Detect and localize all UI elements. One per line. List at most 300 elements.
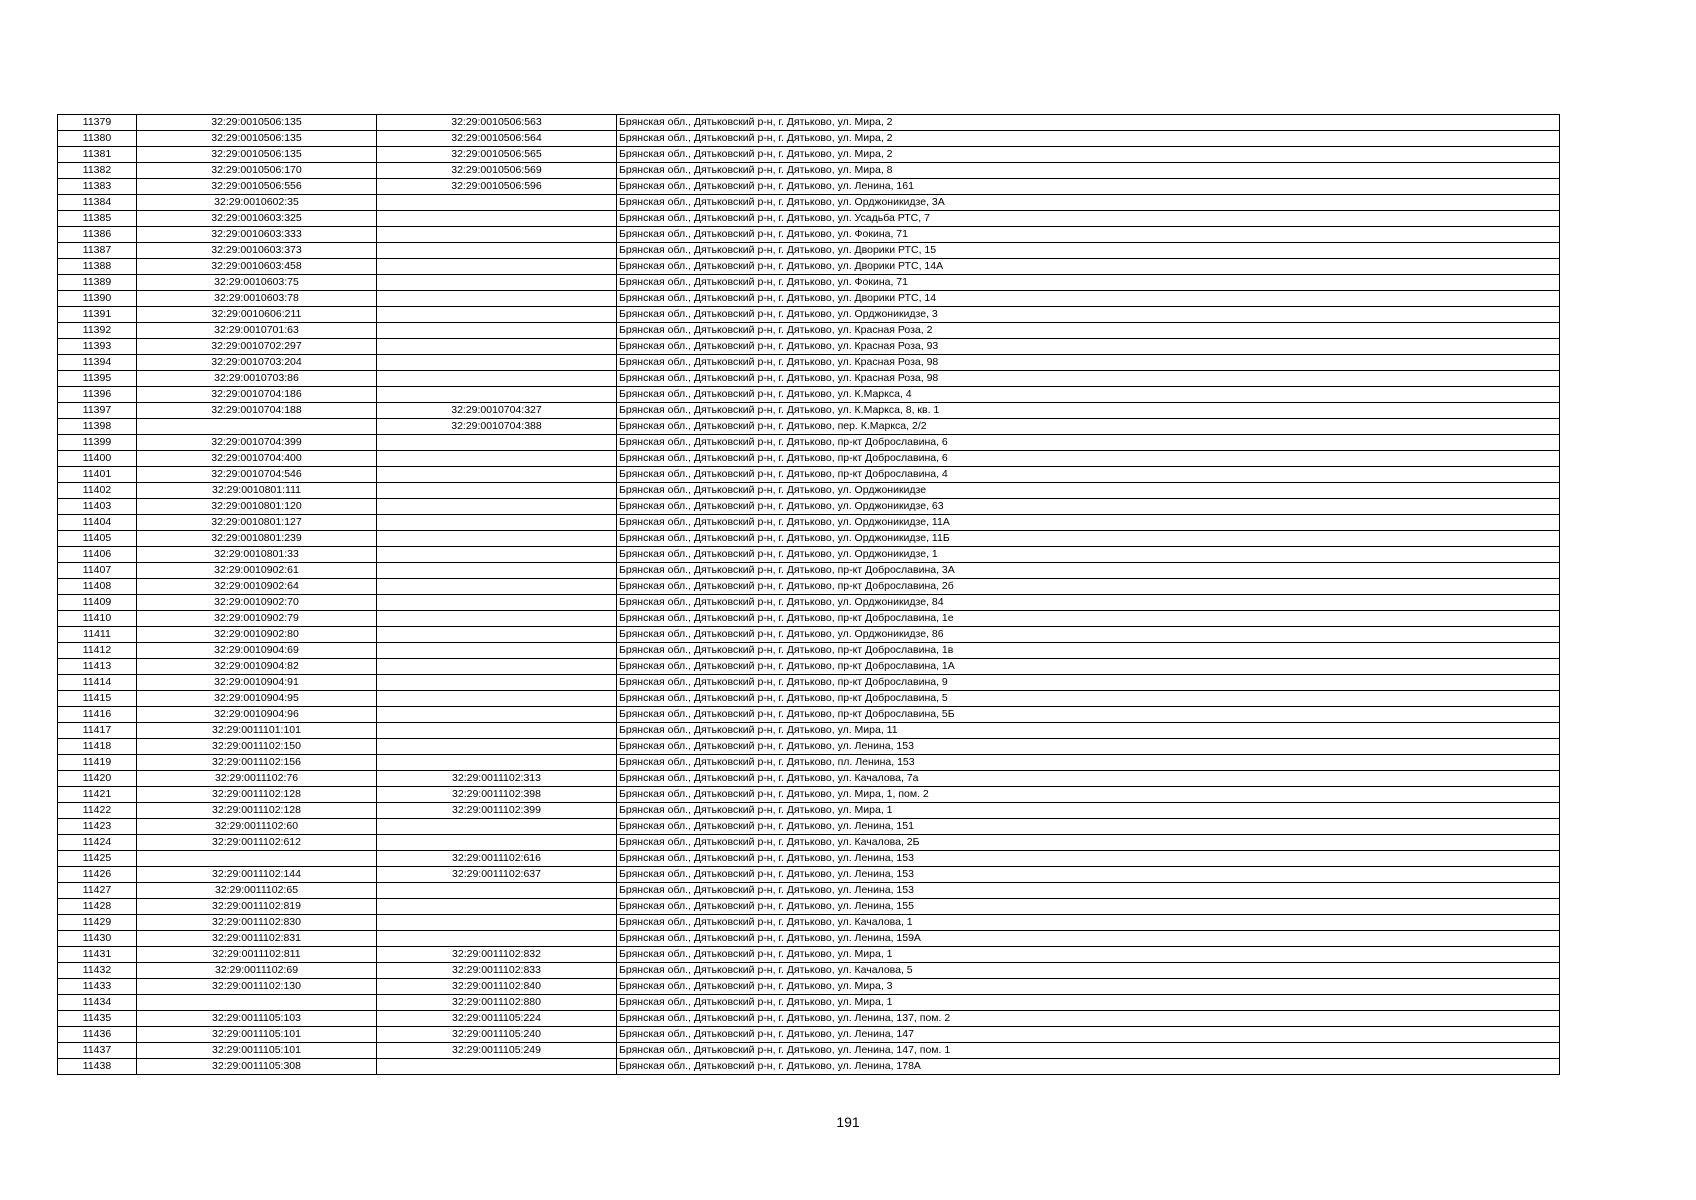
row-number-cell: 11393 — [58, 339, 137, 355]
row-number-cell: 11417 — [58, 723, 137, 739]
table-row — [58, 1027, 1560, 1043]
address-cell: Брянская обл., Дятьковский р-н, г. Дятьково, ул. Качалова, 7а — [617, 771, 1560, 787]
cadastral-number-cell: 32:29:0010801:127 — [137, 515, 377, 531]
address-cell: Брянская обл., Дятьковский р-н, г. Дятьково, ул. Орджоникидзе, 3 — [617, 307, 1560, 323]
object-cadastral-number-cell — [377, 467, 617, 483]
row-number-cell: 11394 — [58, 355, 137, 371]
object-cadastral-number-cell: 32:29:0011102:840 — [377, 979, 617, 995]
row-number-cell: 11414 — [58, 675, 137, 691]
table-row — [58, 547, 1560, 563]
object-cadastral-number-cell — [377, 723, 617, 739]
cadastral-number-cell: 32:29:0010704:186 — [137, 387, 377, 403]
table-row — [58, 1059, 1560, 1075]
cadastral-number-cell: 32:29:0010704:399 — [137, 435, 377, 451]
object-cadastral-number-cell — [377, 819, 617, 835]
address-cell: Брянская обл., Дятьковский р-н, г. Дятьково, ул. Орджоникидзе, 11Б — [617, 531, 1560, 547]
address-cell: Брянская обл., Дятьковский р-н, г. Дятьково, ул. Красная Роза, 2 — [617, 323, 1560, 339]
cadastral-number-cell: 32:29:0010902:70 — [137, 595, 377, 611]
table-row — [58, 467, 1560, 483]
table-row — [58, 915, 1560, 931]
table-row — [58, 643, 1560, 659]
table-row — [58, 403, 1560, 419]
cadastral-number-cell: 32:29:0011102:156 — [137, 755, 377, 771]
address-cell: Брянская обл., Дятьковский р-н, г. Дятьково, ул. Качалова, 5 — [617, 963, 1560, 979]
cadastral-number-cell: 32:29:0010801:239 — [137, 531, 377, 547]
address-cell: Брянская обл., Дятьковский р-н, г. Дятьково, ул. Мира, 11 — [617, 723, 1560, 739]
row-number-cell: 11431 — [58, 947, 137, 963]
object-cadastral-number-cell: 32:29:0011105:240 — [377, 1027, 617, 1043]
object-cadastral-number-cell — [377, 611, 617, 627]
object-cadastral-number-cell — [377, 883, 617, 899]
row-number-cell: 11425 — [58, 851, 137, 867]
address-cell: Брянская обл., Дятьковский р-н, г. Дятьково, пр-кт Доброславина, 5Б — [617, 707, 1560, 723]
table-row — [58, 211, 1560, 227]
cadastral-number-cell: 32:29:0010902:79 — [137, 611, 377, 627]
address-cell: Брянская обл., Дятьковский р-н, г. Дятьково, ул. Красная Роза, 98 — [617, 355, 1560, 371]
address-cell: Брянская обл., Дятьковский р-н, г. Дятьково, ул. Ленина, 153 — [617, 867, 1560, 883]
cadastral-number-cell: 32:29:0011102:76 — [137, 771, 377, 787]
object-cadastral-number-cell: 32:29:0011102:880 — [377, 995, 617, 1011]
cadastral-number-cell: 32:29:0011102:150 — [137, 739, 377, 755]
table-row — [58, 851, 1560, 867]
cadastral-number-cell: 32:29:0010506:135 — [137, 131, 377, 147]
object-cadastral-number-cell — [377, 643, 617, 659]
object-cadastral-number-cell: 32:29:0010506:563 — [377, 115, 617, 131]
row-number-cell: 11432 — [58, 963, 137, 979]
object-cadastral-number-cell: 32:29:0011102:313 — [377, 771, 617, 787]
address-cell: Брянская обл., Дятьковский р-н, г. Дятьково, ул. Ленина, 153 — [617, 883, 1560, 899]
address-cell: Брянская обл., Дятьковский р-н, г. Дятьково, ул. Красная Роза, 93 — [617, 339, 1560, 355]
row-number-cell: 11419 — [58, 755, 137, 771]
address-cell: Брянская обл., Дятьковский р-н, г. Дятьково, ул. Дворики РТС, 14А — [617, 259, 1560, 275]
table-row — [58, 243, 1560, 259]
object-cadastral-number-cell — [377, 499, 617, 515]
table-row — [58, 867, 1560, 883]
cadastral-number-cell: 32:29:0010603:458 — [137, 259, 377, 275]
table-row — [58, 147, 1560, 163]
cadastral-number-cell: 32:29:0011102:612 — [137, 835, 377, 851]
property-table — [57, 114, 1560, 1075]
cadastral-number-cell: 32:29:0010506:170 — [137, 163, 377, 179]
table-row — [58, 307, 1560, 323]
row-number-cell: 11384 — [58, 195, 137, 211]
cadastral-number-cell: 32:29:0011102:128 — [137, 803, 377, 819]
table-row — [58, 755, 1560, 771]
row-number-cell: 11402 — [58, 483, 137, 499]
row-number-cell: 11420 — [58, 771, 137, 787]
row-number-cell: 11401 — [58, 467, 137, 483]
table-row — [58, 323, 1560, 339]
row-number-cell: 11427 — [58, 883, 137, 899]
address-cell: Брянская обл., Дятьковский р-н, г. Дятьково, пл. Ленина, 153 — [617, 755, 1560, 771]
table-row — [58, 835, 1560, 851]
address-cell: Брянская обл., Дятьковский р-н, г. Дятьково, ул. Орджоникидзе, 1 — [617, 547, 1560, 563]
address-cell: Брянская обл., Дятьковский р-н, г. Дятьково, ул. К.Маркса, 8, кв. 1 — [617, 403, 1560, 419]
row-number-cell: 11379 — [58, 115, 137, 131]
object-cadastral-number-cell — [377, 515, 617, 531]
cadastral-number-cell: 32:29:0010801:111 — [137, 483, 377, 499]
object-cadastral-number-cell — [377, 915, 617, 931]
address-cell: Брянская обл., Дятьковский р-н, г. Дятьково, ул. Орджоникидзе, 3А — [617, 195, 1560, 211]
address-cell: Брянская обл., Дятьковский р-н, г. Дятьково, ул. Мира, 1 — [617, 803, 1560, 819]
table-row — [58, 371, 1560, 387]
row-number-cell: 11434 — [58, 995, 137, 1011]
object-cadastral-number-cell — [377, 259, 617, 275]
cadastral-number-cell: 32:29:0011105:101 — [137, 1027, 377, 1043]
row-number-cell: 11421 — [58, 787, 137, 803]
cadastral-number-cell: 32:29:0010904:96 — [137, 707, 377, 723]
address-cell: Брянская обл., Дятьковский р-н, г. Дятьково, ул. Усадьба РТС, 7 — [617, 211, 1560, 227]
cadastral-number-cell: 32:29:0011102:811 — [137, 947, 377, 963]
table-row — [58, 883, 1560, 899]
table-row — [58, 435, 1560, 451]
object-cadastral-number-cell: 32:29:0011102:616 — [377, 851, 617, 867]
table-row — [58, 707, 1560, 723]
row-number-cell: 11422 — [58, 803, 137, 819]
page-number: 191 — [836, 1114, 860, 1130]
address-cell: Брянская обл., Дятьковский р-н, г. Дятьково, ул. Мира, 1 — [617, 947, 1560, 963]
row-number-cell: 11395 — [58, 371, 137, 387]
row-number-cell: 11412 — [58, 643, 137, 659]
row-number-cell: 11416 — [58, 707, 137, 723]
address-cell: Брянская обл., Дятьковский р-н, г. Дятьково, ул. Ленина, 147 — [617, 1027, 1560, 1043]
row-number-cell: 11391 — [58, 307, 137, 323]
address-cell: Брянская обл., Дятьковский р-н, г. Дятьково, ул. Ленина, 153 — [617, 851, 1560, 867]
cadastral-number-cell: 32:29:0010606:211 — [137, 307, 377, 323]
address-cell: Брянская обл., Дятьковский р-н, г. Дятьково, ул. Качалова, 1 — [617, 915, 1560, 931]
table-row — [58, 531, 1560, 547]
cadastral-number-cell: 32:29:0010704:400 — [137, 451, 377, 467]
object-cadastral-number-cell — [377, 579, 617, 595]
cadastral-number-cell: 32:29:0011105:308 — [137, 1059, 377, 1075]
cadastral-number-cell: 32:29:0010904:95 — [137, 691, 377, 707]
address-cell: Брянская обл., Дятьковский р-н, г. Дятьково, ул. Фокина, 71 — [617, 227, 1560, 243]
object-cadastral-number-cell: 32:29:0011102:637 — [377, 867, 617, 883]
row-number-cell: 11396 — [58, 387, 137, 403]
row-number-cell: 11385 — [58, 211, 137, 227]
row-number-cell: 11405 — [58, 531, 137, 547]
table-row — [58, 723, 1560, 739]
address-cell: Брянская обл., Дятьковский р-н, г. Дятьково, ул. Ленина, 159А — [617, 931, 1560, 947]
object-cadastral-number-cell — [377, 307, 617, 323]
address-cell: Брянская обл., Дятьковский р-н, г. Дятьково, ул. Дворики РТС, 15 — [617, 243, 1560, 259]
address-cell: Брянская обл., Дятьковский р-н, г. Дятьково, ул. Ленина, 137, пом. 2 — [617, 1011, 1560, 1027]
row-number-cell: 11433 — [58, 979, 137, 995]
cadastral-number-cell: 32:29:0010703:86 — [137, 371, 377, 387]
object-cadastral-number-cell — [377, 291, 617, 307]
cadastral-number-cell: 32:29:0011102:69 — [137, 963, 377, 979]
address-cell: Брянская обл., Дятьковский р-н, г. Дятьково, ул. Ленина, 178А — [617, 1059, 1560, 1075]
row-number-cell: 11438 — [58, 1059, 137, 1075]
address-cell: Брянская обл., Дятьковский р-н, г. Дятьково, ул. Мира, 1, пом. 2 — [617, 787, 1560, 803]
address-cell: Брянская обл., Дятьковский р-н, г. Дятьково, пр-кт Доброславина, 1в — [617, 643, 1560, 659]
address-cell: Брянская обл., Дятьковский р-н, г. Дятьково, пр-кт Доброславина, 5 — [617, 691, 1560, 707]
cadastral-number-cell: 32:29:0010603:333 — [137, 227, 377, 243]
row-number-cell: 11430 — [58, 931, 137, 947]
row-number-cell: 11399 — [58, 435, 137, 451]
address-cell: Брянская обл., Дятьковский р-н, г. Дятьково, пр-кт Доброславина, 2б — [617, 579, 1560, 595]
cadastral-number-cell: 32:29:0010801:120 — [137, 499, 377, 515]
table-row — [58, 387, 1560, 403]
table-row — [58, 979, 1560, 995]
cadastral-number-cell: 32:29:0010603:75 — [137, 275, 377, 291]
table-row — [58, 819, 1560, 835]
row-number-cell: 11387 — [58, 243, 137, 259]
row-number-cell: 11426 — [58, 867, 137, 883]
row-number-cell: 11386 — [58, 227, 137, 243]
address-cell: Брянская обл., Дятьковский р-н, г. Дятьково, пер. К.Маркса, 2/2 — [617, 419, 1560, 435]
cadastral-number-cell — [137, 995, 377, 1011]
object-cadastral-number-cell — [377, 451, 617, 467]
row-number-cell: 11424 — [58, 835, 137, 851]
address-cell: Брянская обл., Дятьковский р-н, г. Дятьково, ул. Фокина, 71 — [617, 275, 1560, 291]
row-number-cell: 11413 — [58, 659, 137, 675]
object-cadastral-number-cell: 32:29:0010704:388 — [377, 419, 617, 435]
cadastral-number-cell: 32:29:0011102:831 — [137, 931, 377, 947]
row-number-cell: 11406 — [58, 547, 137, 563]
cadastral-number-cell: 32:29:0010506:135 — [137, 147, 377, 163]
row-number-cell: 11392 — [58, 323, 137, 339]
object-cadastral-number-cell: 32:29:0010506:569 — [377, 163, 617, 179]
address-cell: Брянская обл., Дятьковский р-н, г. Дятьково, пр-кт Доброславина, 4 — [617, 467, 1560, 483]
table-row — [58, 611, 1560, 627]
table-row — [58, 339, 1560, 355]
table-row — [58, 931, 1560, 947]
cadastral-number-cell: 32:29:0010603:373 — [137, 243, 377, 259]
object-cadastral-number-cell: 32:29:0011105:224 — [377, 1011, 617, 1027]
cadastral-number-cell: 32:29:0010902:61 — [137, 563, 377, 579]
object-cadastral-number-cell: 32:29:0011102:399 — [377, 803, 617, 819]
table-row — [58, 291, 1560, 307]
address-cell: Брянская обл., Дятьковский р-н, г. Дятьково, ул. Орджоникидзе, 11А — [617, 515, 1560, 531]
row-number-cell: 11404 — [58, 515, 137, 531]
table-row — [58, 995, 1560, 1011]
table-row — [58, 227, 1560, 243]
object-cadastral-number-cell — [377, 483, 617, 499]
object-cadastral-number-cell — [377, 899, 617, 915]
object-cadastral-number-cell — [377, 627, 617, 643]
object-cadastral-number-cell: 32:29:0011105:249 — [377, 1043, 617, 1059]
table-row — [58, 355, 1560, 371]
cadastral-number-cell: 32:29:0010704:546 — [137, 467, 377, 483]
object-cadastral-number-cell — [377, 1059, 617, 1075]
address-cell: Брянская обл., Дятьковский р-н, г. Дятьково, ул. Мира, 2 — [617, 147, 1560, 163]
row-number-cell: 11381 — [58, 147, 137, 163]
address-cell: Брянская обл., Дятьковский р-н, г. Дятьково, ул. Мира, 3 — [617, 979, 1560, 995]
table-row — [58, 483, 1560, 499]
cadastral-number-cell: 32:29:0010506:556 — [137, 179, 377, 195]
table-row — [58, 115, 1560, 131]
object-cadastral-number-cell — [377, 339, 617, 355]
row-number-cell: 11403 — [58, 499, 137, 515]
table-row — [58, 1011, 1560, 1027]
object-cadastral-number-cell — [377, 835, 617, 851]
address-cell: Брянская обл., Дятьковский р-н, г. Дятьково, ул. Орджоникидзе, 63 — [617, 499, 1560, 515]
cadastral-number-cell — [137, 419, 377, 435]
object-cadastral-number-cell: 32:29:0010506:596 — [377, 179, 617, 195]
table-row — [58, 579, 1560, 595]
address-cell: Брянская обл., Дятьковский р-н, г. Дятьково, ул. Ленина, 153 — [617, 739, 1560, 755]
table-row — [58, 419, 1560, 435]
cadastral-number-cell: 32:29:0011102:65 — [137, 883, 377, 899]
object-cadastral-number-cell: 32:29:0010506:565 — [377, 147, 617, 163]
row-number-cell: 11423 — [58, 819, 137, 835]
cadastral-number-cell: 32:29:0011102:819 — [137, 899, 377, 915]
row-number-cell: 11389 — [58, 275, 137, 291]
table-row — [58, 563, 1560, 579]
object-cadastral-number-cell — [377, 323, 617, 339]
address-cell: Брянская обл., Дятьковский р-н, г. Дятьково, пр-кт Доброславина, 3А — [617, 563, 1560, 579]
cadastral-number-cell: 32:29:0010603:78 — [137, 291, 377, 307]
address-cell: Брянская обл., Дятьковский р-н, г. Дятьково, ул. Орджоникидзе — [617, 483, 1560, 499]
object-cadastral-number-cell — [377, 371, 617, 387]
address-cell: Брянская обл., Дятьковский р-н, г. Дятьково, ул. Ленина, 151 — [617, 819, 1560, 835]
cadastral-number-cell: 32:29:0010703:204 — [137, 355, 377, 371]
table-row — [58, 499, 1560, 515]
table-row — [58, 627, 1560, 643]
object-cadastral-number-cell — [377, 595, 617, 611]
object-cadastral-number-cell — [377, 435, 617, 451]
address-cell: Брянская обл., Дятьковский р-н, г. Дятьково, ул. Мира, 2 — [617, 131, 1560, 147]
cadastral-number-cell: 32:29:0010801:33 — [137, 547, 377, 563]
row-number-cell: 11436 — [58, 1027, 137, 1043]
row-number-cell: 11428 — [58, 899, 137, 915]
object-cadastral-number-cell — [377, 659, 617, 675]
cadastral-number-cell: 32:29:0010704:188 — [137, 403, 377, 419]
cadastral-number-cell: 32:29:0010902:80 — [137, 627, 377, 643]
address-cell: Брянская обл., Дятьковский р-н, г. Дятьково, ул. Ленина, 155 — [617, 899, 1560, 915]
object-cadastral-number-cell — [377, 531, 617, 547]
row-number-cell: 11409 — [58, 595, 137, 611]
table-row — [58, 803, 1560, 819]
table-row — [58, 771, 1560, 787]
address-cell: Брянская обл., Дятьковский р-н, г. Дятьково, пр-кт Доброславина, 6 — [617, 451, 1560, 467]
object-cadastral-number-cell — [377, 227, 617, 243]
address-cell: Брянская обл., Дятьковский р-н, г. Дятьково, ул. Орджоникидзе, 84 — [617, 595, 1560, 611]
object-cadastral-number-cell — [377, 675, 617, 691]
address-cell: Брянская обл., Дятьковский р-н, г. Дятьково, пр-кт Доброславина, 9 — [617, 675, 1560, 691]
row-number-cell: 11398 — [58, 419, 137, 435]
row-number-cell: 11429 — [58, 915, 137, 931]
address-cell: Брянская обл., Дятьковский р-н, г. Дятьково, ул. Качалова, 2Б — [617, 835, 1560, 851]
cadastral-number-cell: 32:29:0011105:101 — [137, 1043, 377, 1059]
object-cadastral-number-cell: 32:29:0011102:832 — [377, 947, 617, 963]
table-row — [58, 163, 1560, 179]
row-number-cell: 11388 — [58, 259, 137, 275]
row-number-cell: 11397 — [58, 403, 137, 419]
object-cadastral-number-cell — [377, 739, 617, 755]
row-number-cell: 11382 — [58, 163, 137, 179]
address-cell: Брянская обл., Дятьковский р-н, г. Дятьково, ул. Орджоникидзе, 86 — [617, 627, 1560, 643]
cadastral-number-cell: 32:29:0010506:135 — [137, 115, 377, 131]
address-cell: Брянская обл., Дятьковский р-н, г. Дятьково, ул. Мира, 8 — [617, 163, 1560, 179]
cadastral-number-cell: 32:29:0011102:830 — [137, 915, 377, 931]
table-row — [58, 947, 1560, 963]
address-cell: Брянская обл., Дятьковский р-н, г. Дятьково, ул. Мира, 2 — [617, 115, 1560, 131]
row-number-cell: 11418 — [58, 739, 137, 755]
object-cadastral-number-cell — [377, 211, 617, 227]
cadastral-number-cell: 32:29:0011105:103 — [137, 1011, 377, 1027]
row-number-cell: 11380 — [58, 131, 137, 147]
row-number-cell: 11411 — [58, 627, 137, 643]
cadastral-number-cell: 32:29:0010904:82 — [137, 659, 377, 675]
row-number-cell: 11408 — [58, 579, 137, 595]
table-row — [58, 179, 1560, 195]
object-cadastral-number-cell: 32:29:0010704:327 — [377, 403, 617, 419]
address-cell: Брянская обл., Дятьковский р-н, г. Дятьково, ул. Ленина, 147, пом. 1 — [617, 1043, 1560, 1059]
cadastral-number-cell: 32:29:0010904:69 — [137, 643, 377, 659]
address-cell: Брянская обл., Дятьковский р-н, г. Дятьково, ул. Красная Роза, 98 — [617, 371, 1560, 387]
cadastral-number-cell: 32:29:0010602:35 — [137, 195, 377, 211]
row-number-cell: 11400 — [58, 451, 137, 467]
cadastral-number-cell: 32:29:0010902:64 — [137, 579, 377, 595]
cadastral-number-cell: 32:29:0011101:101 — [137, 723, 377, 739]
object-cadastral-number-cell — [377, 387, 617, 403]
cadastral-number-cell: 32:29:0011102:144 — [137, 867, 377, 883]
table-row — [58, 451, 1560, 467]
table-row — [58, 515, 1560, 531]
table-body — [58, 115, 1560, 1075]
address-cell: Брянская обл., Дятьковский р-н, г. Дятьково, ул. Ленина, 161 — [617, 179, 1560, 195]
object-cadastral-number-cell — [377, 563, 617, 579]
table-row — [58, 739, 1560, 755]
cadastral-number-cell: 32:29:0011102:60 — [137, 819, 377, 835]
address-cell: Брянская обл., Дятьковский р-н, г. Дятьково, пр-кт Доброславина, 1е — [617, 611, 1560, 627]
cadastral-number-cell — [137, 851, 377, 867]
row-number-cell: 11435 — [58, 1011, 137, 1027]
row-number-cell: 11407 — [58, 563, 137, 579]
table-row — [58, 195, 1560, 211]
table-row — [58, 275, 1560, 291]
row-number-cell: 11383 — [58, 179, 137, 195]
object-cadastral-number-cell — [377, 275, 617, 291]
object-cadastral-number-cell — [377, 707, 617, 723]
cadastral-number-cell: 32:29:0010904:91 — [137, 675, 377, 691]
table-row — [58, 659, 1560, 675]
table-row — [58, 675, 1560, 691]
object-cadastral-number-cell — [377, 691, 617, 707]
cadastral-number-cell: 32:29:0010701:63 — [137, 323, 377, 339]
row-number-cell: 11415 — [58, 691, 137, 707]
row-number-cell: 11437 — [58, 1043, 137, 1059]
address-cell: Брянская обл., Дятьковский р-н, г. Дятьково, пр-кт Доброславина, 1А — [617, 659, 1560, 675]
table-row — [58, 595, 1560, 611]
object-cadastral-number-cell — [377, 755, 617, 771]
table-row — [58, 259, 1560, 275]
object-cadastral-number-cell — [377, 547, 617, 563]
object-cadastral-number-cell: 32:29:0011102:398 — [377, 787, 617, 803]
row-number-cell: 11410 — [58, 611, 137, 627]
object-cadastral-number-cell — [377, 355, 617, 371]
object-cadastral-number-cell — [377, 243, 617, 259]
address-cell: Брянская обл., Дятьковский р-н, г. Дятьково, ул. Мира, 1 — [617, 995, 1560, 1011]
address-cell: Брянская обл., Дятьковский р-н, г. Дятьково, ул. Дворики РТС, 14 — [617, 291, 1560, 307]
address-cell: Брянская обл., Дятьковский р-н, г. Дятьково, ул. К.Маркса, 4 — [617, 387, 1560, 403]
table-row — [58, 131, 1560, 147]
cadastral-number-cell: 32:29:0010603:325 — [137, 211, 377, 227]
table-row — [58, 963, 1560, 979]
row-number-cell: 11390 — [58, 291, 137, 307]
object-cadastral-number-cell: 32:29:0010506:564 — [377, 131, 617, 147]
cadastral-number-cell: 32:29:0011102:130 — [137, 979, 377, 995]
table-row — [58, 899, 1560, 915]
cadastral-number-cell: 32:29:0010702:297 — [137, 339, 377, 355]
address-cell: Брянская обл., Дятьковский р-н, г. Дятьково, пр-кт Доброславина, 6 — [617, 435, 1560, 451]
table-row — [58, 1043, 1560, 1059]
cadastral-number-cell: 32:29:0011102:128 — [137, 787, 377, 803]
table-row — [58, 787, 1560, 803]
object-cadastral-number-cell — [377, 931, 617, 947]
